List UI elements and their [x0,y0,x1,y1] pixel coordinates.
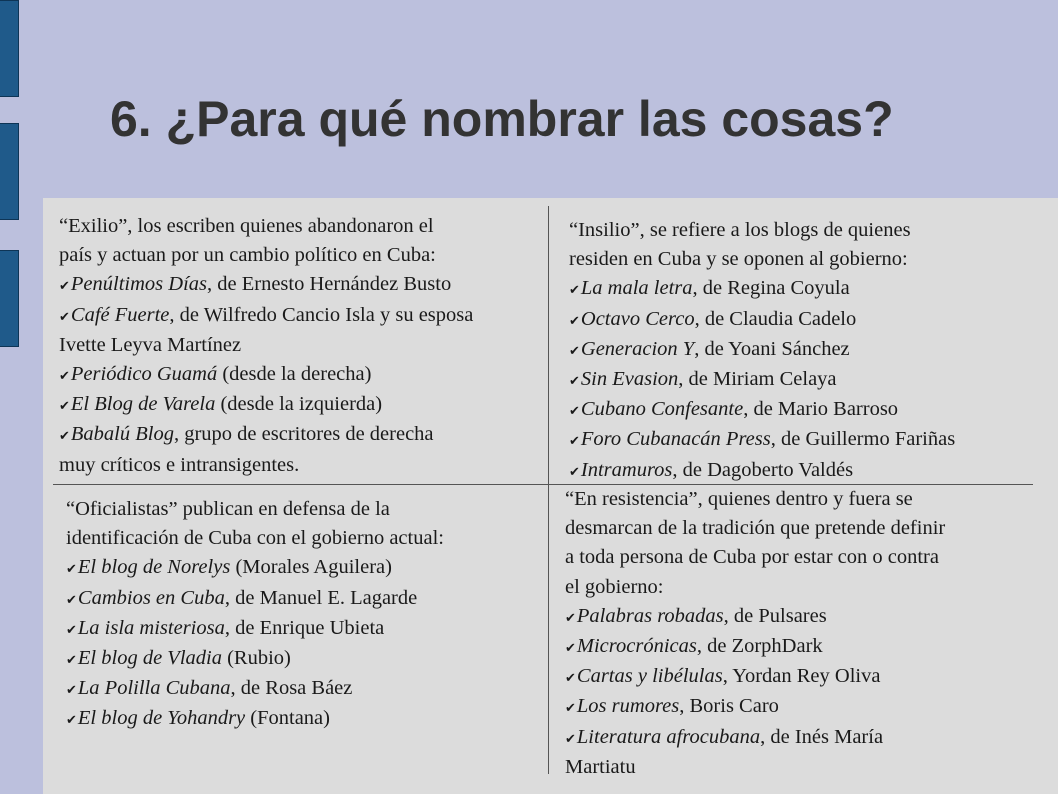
content-table [43,198,1058,794]
decorative-tab [0,250,19,347]
blog-list-item [59,301,473,331]
blog-author: , de Wilfredo Cancio Isla y su esposa [169,303,474,326]
blog-list-item [565,602,945,632]
blog-author: , de Ernesto Hernández Busto [207,273,452,296]
blog-list-item [569,305,955,335]
section-intro-line: “Insilio”, se refiere a los blogs de quienes [569,219,911,241]
blog-list-item [59,270,473,300]
blog-name: Foro Cubanacán Press [580,428,771,451]
blog-list-item [59,360,473,390]
section-intro-line: “En resistencia”, quienes dentro y fuera se [565,488,913,510]
blog-name: Palabras robadas [576,604,724,627]
section-intro-line: residen en Cuba y se oponen al gobierno: [569,248,908,271]
blog-name: Periódico Guamá [70,363,218,386]
blog-name: Cambios en Cuba [77,586,225,609]
blog-name: Los rumores [576,695,680,718]
checkmark-icon: ✔ [569,463,580,479]
checkmark-icon: ✔ [565,670,576,686]
blog-name: Cubano Confesante [580,398,744,421]
blog-list-item [66,704,444,734]
section-intro-line: a toda persona de Cuba por estar con o contra [565,546,939,569]
checkmark-icon: ✔ [569,403,580,419]
blog-name: El blog de Vladia [77,647,222,670]
blog-author: , de ZorphDark [696,635,823,658]
blog-list-item [569,274,955,304]
blog-list-item-continuation: Ivette Leyva Martínez [59,333,242,356]
slide-title: 6. ¿Para qué nombrar las cosas? [110,91,894,147]
blog-author: , de Dagoberto Valdés [672,458,854,481]
blog-list-item-continuation: muy críticos e intransigentes. [59,453,300,476]
blog-name: Octavo Cerco [580,307,695,330]
blog-list-item [59,390,473,420]
column-divider [548,206,549,774]
blog-list-item-continuation: Martiatu [565,755,636,778]
section-insilio [569,216,955,486]
checkmark-icon: ✔ [59,428,70,444]
blog-list-item [66,614,444,644]
checkmark-icon: ✔ [66,652,77,668]
blog-name: Babalú Blog [70,423,174,446]
blog-name: Cartas y libélulas [576,665,723,688]
checkmark-icon: ✔ [66,712,77,728]
blog-author: , Yordan Rey Oliva [722,665,881,688]
blog-name: El blog de Yohandry [77,707,246,730]
blog-author: (Rubio) [221,647,291,670]
blog-name: Intramuros [580,458,673,481]
checkmark-icon: ✔ [565,640,576,656]
blog-list-item [66,644,444,674]
blog-author: , de Regina Coyula [692,277,850,300]
blog-list-item [565,662,945,692]
blog-name: Microcrónicas [576,635,697,658]
blog-name: La isla misteriosa [77,616,225,639]
checkmark-icon: ✔ [66,561,77,577]
blog-author: , de Yoani Sánchez [694,337,850,360]
checkmark-icon: ✔ [565,730,576,746]
blog-list-item [569,425,955,455]
blog-author: , de Inés María [760,725,884,748]
checkmark-icon: ✔ [569,373,580,389]
blog-name: El Blog de Varela [70,393,216,416]
blog-list-item [565,692,945,722]
section-exilio [59,212,473,480]
blog-author: , de Miriam Celaya [678,368,837,391]
blog-author: , de Mario Barroso [743,398,899,421]
blog-list-item [569,456,955,486]
blog-author: , Boris Caro [679,695,779,718]
checkmark-icon: ✔ [59,278,70,294]
section-intro-line: “Oficialistas” publican en defensa de la [66,498,390,520]
checkmark-icon: ✔ [66,621,77,637]
checkmark-icon: ✔ [569,342,580,358]
blog-name: Penúltimos Días [70,273,207,296]
blog-name: El blog de Norelys [77,556,231,579]
checkmark-icon: ✔ [66,682,77,698]
blog-author: (Fontana) [245,707,330,730]
blog-name: Café Fuerte [70,303,170,326]
section-oficialistas [66,495,444,735]
blog-list-item [569,335,955,365]
section-intro-line: desmarcan de la tradición que pretende definir [565,517,946,540]
decorative-tab [0,123,19,220]
section-en-resistencia [565,485,945,782]
blog-author: (Morales Aguilera) [230,556,392,579]
blog-list-item [569,395,955,425]
blog-name: Generacion Y [580,337,695,360]
blog-author: , de Pulsares [723,604,827,627]
blog-author: (desde la izquierda) [215,393,383,416]
blog-list-item [565,632,945,662]
checkmark-icon: ✔ [59,398,70,414]
checkmark-icon: ✔ [569,433,580,449]
checkmark-icon: ✔ [565,700,576,716]
blog-author: , de Manuel E. Lagarde [224,586,418,609]
blog-author: , de Claudia Cadelo [694,307,857,330]
section-intro-line: “Exilio”, los escriben quienes abandonaron el [59,215,434,237]
checkmark-icon: ✔ [59,308,70,324]
decorative-tab [0,0,19,97]
blog-author: , de Guillermo Fariñas [770,428,956,451]
checkmark-icon: ✔ [66,591,77,607]
blog-name: La Polilla Cubana [77,677,231,700]
blog-author: (desde la derecha) [217,363,372,386]
checkmark-icon: ✔ [569,312,580,328]
blog-list-item [66,584,444,614]
blog-name: Literatura afrocubana [576,725,761,748]
blog-author: , de Enrique Ubieta [224,616,385,639]
section-intro-line: país y actuan por un cambio político en Cuba: [59,244,436,267]
section-intro-line: el gobierno: [565,575,664,598]
checkmark-icon: ✔ [569,282,580,298]
checkmark-icon: ✔ [59,368,70,384]
section-intro-line: identificación de Cuba con el gobierno actual: [66,527,444,550]
blog-author: , de Rosa Báez [230,677,353,700]
blog-list-item [569,365,955,395]
blog-list-item [66,553,444,583]
blog-name: Sin Evasion [580,368,679,391]
blog-name: La mala letra [580,277,693,300]
checkmark-icon: ✔ [565,609,576,625]
blog-author: , grupo de escritores de derecha [173,423,434,446]
blog-list-item [565,723,945,753]
blog-list-item [66,674,444,704]
blog-list-item [59,420,473,450]
